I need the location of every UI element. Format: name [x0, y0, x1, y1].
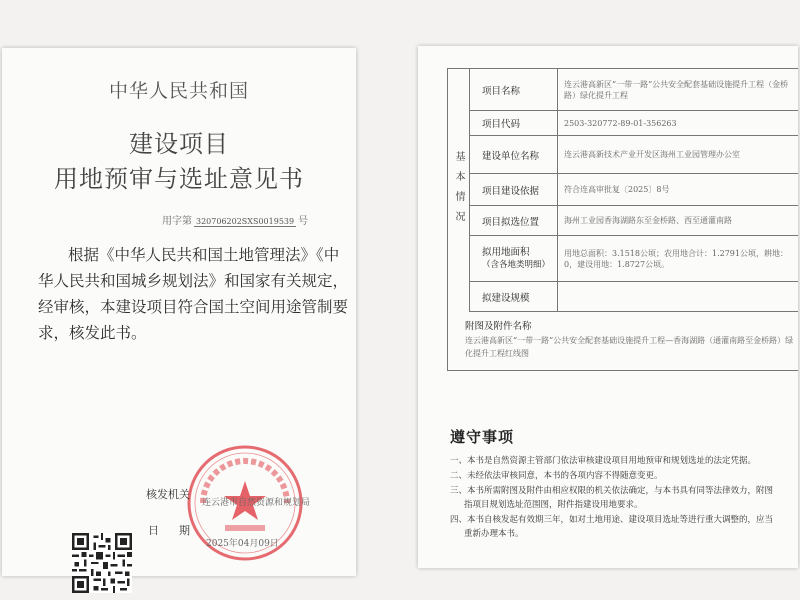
rule-item: 二、未经依法审核同意，本书的各项内容不得随意变更。	[450, 471, 663, 481]
rules-list	[450, 454, 780, 542]
attachments-section	[448, 312, 798, 372]
certificate-info-page	[418, 46, 798, 568]
row-value: 用地总面积：3.1518公顷；农用地合计：1.2791公顷，耕地：0，建设用地：1.8727公顷。	[564, 248, 788, 269]
table-row	[470, 206, 798, 236]
table-row	[470, 111, 798, 136]
certificate-number-suffix: 号	[298, 216, 309, 227]
certificate-number-value: 320706202SXS0019539	[196, 217, 295, 226]
table-row	[470, 282, 798, 312]
rules-title: 遵守事项	[450, 428, 515, 446]
row-value: 连云港高新技术产业开发区海州工业园管理办公室	[564, 150, 740, 159]
row-label: 项目建设依据	[470, 174, 558, 205]
rule-item: 一、本书是自然资源主管部门依法审核建设项目用地预审和规划选址的法定凭据。	[450, 456, 757, 466]
rule-item: 三、本书所需附图及附件由相应权限的机关依法确定，与本书具有同等法律效力，附图指项目规划选址范围图，附件指建设用地要求。	[450, 486, 774, 510]
basic-info-table	[447, 68, 798, 371]
date-label: 日期	[148, 524, 210, 537]
document-title-line2: 用地预审与选址意见书	[54, 165, 304, 193]
row-value: 连云港高新区“一带一路”公共安全配套基础设施提升工程（金桥路）绿化提升工程	[564, 79, 789, 100]
table-row	[470, 236, 798, 282]
certificate-body-text: 根据《中华人民共和国土地管理法》《中华人民共和国城乡规划法》和国家有关规定，经审核，本建设项目符合国土空间用途管制要求，核发此书。	[38, 246, 349, 342]
row-label: 项目名称	[470, 69, 558, 110]
certificate-front-page	[2, 48, 356, 576]
table-row	[470, 174, 798, 206]
basic-info-side-label: 基本情况	[448, 69, 470, 312]
row-label: 拟建设规模	[470, 282, 558, 311]
qr-code-icon	[72, 533, 132, 593]
row-label: 项目拟选位置	[470, 206, 558, 235]
country-name: 中华人民共和国	[108, 80, 249, 102]
row-label	[470, 236, 558, 281]
row-value: 2503-320772-89-01-356263	[564, 118, 677, 128]
rule-item: 四、本书自核发起有效期三年，如对土地用途、建设项目选址等进行重大调整的，应当重新办理本书。	[450, 515, 774, 539]
issuer-label: 核发机关	[146, 488, 190, 501]
issue-date: 2025年04月09日	[206, 539, 279, 549]
table-row	[470, 69, 798, 111]
document-title-line1: 建设项目	[129, 130, 229, 158]
row-label-line1: 拟用地面积	[482, 246, 530, 258]
issuer-name: 连云港市自然资源和规划局	[202, 498, 311, 508]
row-value: 符合连高审批复〔2025〕8号	[564, 185, 670, 194]
attachments-value: 连云港高新区“一带一路”公共安全配套基础设施提升工程—香海湖路（通灌南路至金桥路）绿化提升工程红线图	[465, 336, 794, 358]
row-label: 建设单位名称	[470, 136, 558, 173]
row-value: 海州工业园香海湖路东至金桥路、西至通灌南路	[564, 216, 732, 225]
certificate-number-prefix: 用字第	[162, 216, 192, 227]
table-row	[470, 136, 798, 174]
attachments-label: 附图及附件名称	[465, 321, 532, 332]
row-value	[564, 282, 798, 311]
row-label-line2: （含各地类明细）	[482, 259, 551, 270]
certificate-number	[162, 212, 308, 227]
row-label: 项目代码	[470, 111, 558, 135]
